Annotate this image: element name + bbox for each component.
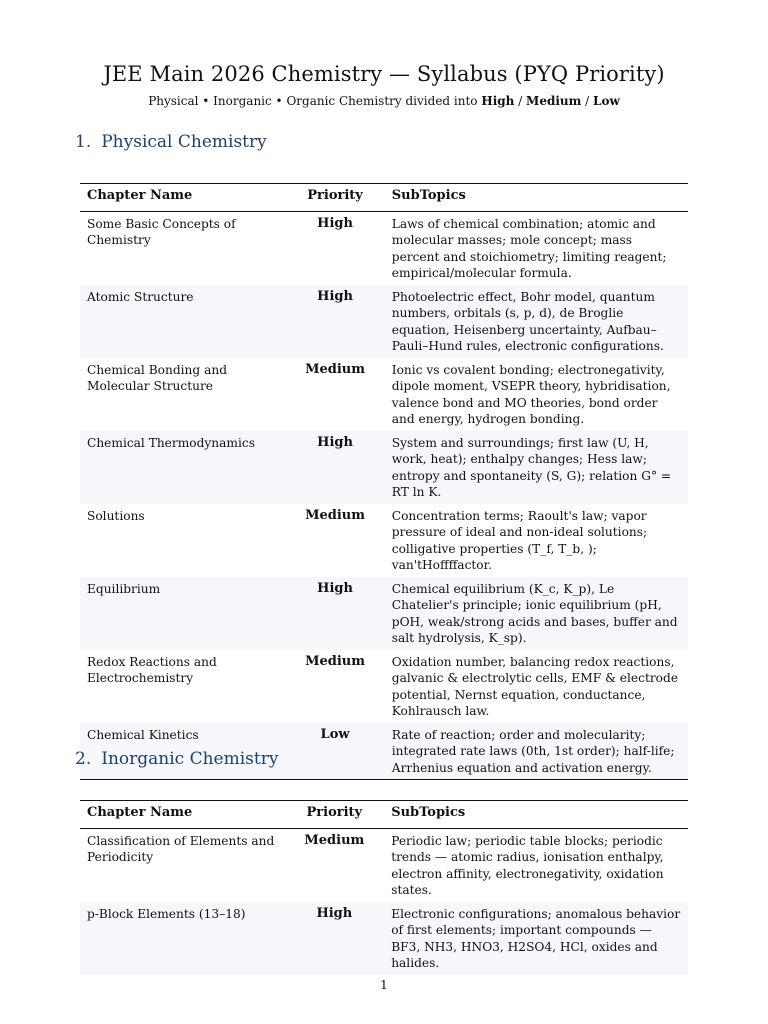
chapter-name: Chemical Bonding and Molecular Structure [87, 362, 227, 393]
chapter-name: Solutions [87, 508, 145, 523]
subtopics-text: Chemical equilibrium (K_c, K_p), Le Chatelier's principle; ionic equilibrium (pH, pOH, weak/strong acids and bases, buffer and salt hydrolysis, K_sp). [385, 577, 688, 650]
table-row [80, 211, 688, 285]
subtitle-medium: Medium [526, 94, 582, 108]
section-heading-physical [75, 132, 267, 152]
chapter-name: Chemical Thermodynamics [80, 431, 285, 504]
header-subtopics: SubTopics [385, 184, 688, 212]
table-row [80, 828, 688, 902]
section-number: 1. [75, 132, 92, 152]
chapter-name: Redox Reactions and Electrochemistry [87, 654, 217, 685]
subtitle-separator: / [581, 94, 594, 108]
table-row [80, 650, 688, 723]
header-priority: Priority [285, 184, 384, 212]
header-subtopics: SubTopics [384, 801, 688, 829]
subtitle-separator: / [514, 94, 527, 108]
subtopics-text: Rate of reaction; order and molecularity; integrated rate laws (0th, 1st order); half-life; Arrhenius equation and activation energy. [385, 723, 688, 780]
table-row [80, 577, 688, 650]
header-priority: Priority [284, 801, 384, 829]
chapter-name: p-Block Elements (13–18) [80, 902, 284, 975]
chapter-name: Equilibrium [80, 577, 285, 650]
section-title: Inorganic Chemistry [101, 749, 279, 769]
header-chapter-name: Chapter Name [80, 184, 285, 212]
section-number: 2. [75, 749, 92, 769]
subtopics-text: Oxidation number, balancing redox reactions, galvanic & electrolytic cells, EMF & electrode potential, Nernst equation, conductance, Kohlrausch law. [391, 654, 679, 718]
subtopics-text: System and surroundings; first law (U, H, work, heat); enthalpy changes; Hess law; entropy and spontaneity (S, G); relation G° = RT ln K. [385, 431, 688, 504]
table-row [80, 902, 688, 975]
table-row [80, 358, 688, 431]
page-number: 1 [380, 978, 388, 992]
inorganic-chemistry-table [80, 800, 688, 975]
table-row [80, 285, 688, 358]
chapter-name: Chemical Kinetics [80, 723, 285, 780]
priority-badge: High [285, 431, 384, 504]
subtitle-high: High [481, 94, 515, 108]
subtopics-text: Concentration terms; Raoult's law; vapor pressure of ideal and non-ideal solutions; colligative properties (T_f, T_b, ); van'tHoffffactor. [391, 508, 648, 572]
subtopics-text: Ionic vs covalent bonding; electronegativity, dipole moment, VSEPR theory, hybridisation, valence bond and MO theories, bond order and energy, hydrogen bonding. [391, 362, 671, 426]
table-row [80, 504, 688, 577]
priority-badge: Medium [304, 832, 365, 848]
chapter-name: Classification of Elements and Periodicity [87, 833, 275, 864]
subtitle-prefix: Physical • Inorganic • Organic Chemistry divided into [148, 94, 478, 108]
priority-badge: High [285, 577, 384, 650]
table-header-row [80, 184, 688, 212]
subtopics-text: Laws of chemical combination; atomic and molecular masses; mole concept; mass percent and stoichiometry; limiting reagent; empirical/molecular formula. [391, 216, 667, 280]
table-header-row [80, 801, 688, 829]
physical-chemistry-table [80, 183, 688, 780]
priority-badge: Medium [305, 653, 366, 669]
priority-badge: High [317, 215, 353, 231]
chapter-name: Some Basic Concepts of Chemistry [87, 216, 236, 247]
document-subtitle [0, 94, 768, 108]
section-heading-inorganic [75, 749, 278, 769]
section-title: Physical Chemistry [101, 132, 267, 152]
priority-badge: Low [285, 723, 384, 780]
priority-badge: High [285, 285, 384, 358]
subtopics-text: Photoelectric effect, Bohr model, quantum numbers, orbitals (s, p, d), de Broglie equation, Heisenberg uncertainty, Aufbau–Pauli–Hund rules, electronic configurations. [385, 285, 688, 358]
subtitle-low: Low [593, 94, 620, 108]
priority-badge: High [284, 902, 384, 975]
table-row [80, 431, 688, 504]
document-title: JEE Main 2026 Chemistry — Syllabus (PYQ Priority) [103, 62, 665, 86]
priority-badge: Medium [305, 507, 366, 523]
header-chapter-name: Chapter Name [80, 801, 284, 829]
priority-badge: Medium [305, 361, 366, 377]
chapter-name: Atomic Structure [80, 285, 285, 358]
subtopics-text: Periodic law; periodic table blocks; periodic trends — atomic radius, ionisation enthalpy, electron affinity, electronegativity, oxidation states. [391, 833, 664, 897]
subtopics-text: Electronic configurations; anomalous behavior of first elements; important compounds — BF3, NH3, HNO3, H2SO4, HCl, oxides and halides. [384, 902, 688, 975]
